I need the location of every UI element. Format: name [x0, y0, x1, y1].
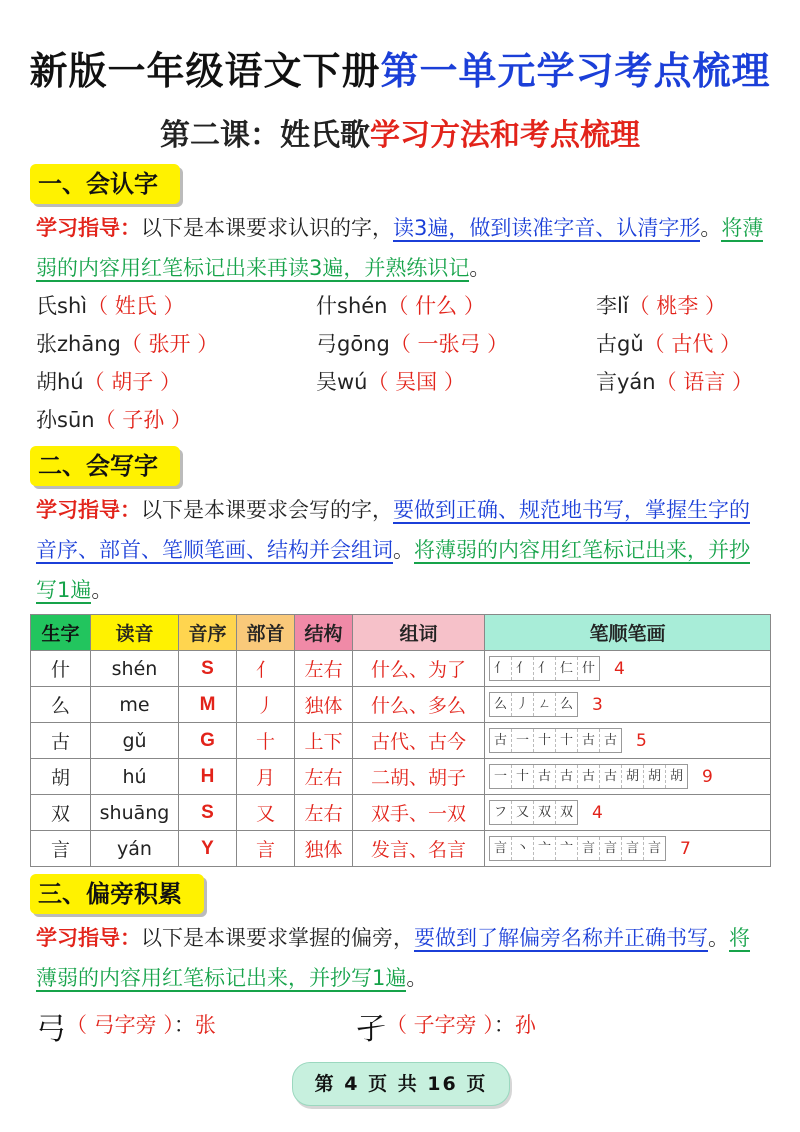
cell-char: 什: [31, 651, 91, 687]
radical-colon: ：: [173, 1013, 195, 1037]
char-item: [596, 326, 776, 362]
char-word: （ 胡子 ）: [83, 370, 181, 394]
char-item: [316, 364, 596, 400]
subtitle-part-1: 第二课：姓氏歌: [160, 118, 370, 153]
stroke-cell: 古: [534, 765, 556, 788]
stroke-cell: 言: [578, 837, 600, 860]
cell-strokes: [485, 687, 771, 723]
stroke-count: 7: [680, 838, 691, 859]
stroke-cell: 亠: [556, 837, 578, 860]
stroke-cell: 十: [512, 765, 534, 788]
char-glyph: 什: [316, 294, 337, 318]
char-item: [36, 364, 316, 400]
stroke-strip: [489, 656, 600, 681]
char-pinyin: shì: [57, 294, 88, 318]
char-glyph: 氏: [36, 294, 57, 318]
radical-colon: ：: [493, 1013, 515, 1037]
char-pinyin: wú: [337, 370, 368, 394]
char-word: （ 一张弓 ）: [389, 332, 509, 356]
cell-structure: 左右: [295, 651, 353, 687]
guide-blue-text: 要做到正确、规范地书写，掌握生字的音序、部首、笔顺笔画、结构并会组词: [36, 498, 750, 562]
stroke-cell: 么: [490, 693, 512, 716]
stroke-strip: [489, 836, 666, 861]
cell-words: 什么、多么: [353, 687, 485, 723]
cell-words: 发言、名言: [353, 831, 485, 867]
char-pinyin: yán: [617, 370, 656, 394]
table-row: [31, 723, 771, 759]
cell-words: 双手、一双: [353, 795, 485, 831]
section1-guide: [36, 208, 766, 288]
stroke-count: 9: [702, 766, 713, 787]
char-pinyin: gōng: [337, 332, 390, 356]
page-subtitle: [0, 110, 800, 154]
char-word: （ 吴国 ）: [367, 370, 465, 394]
cell-char: 么: [31, 687, 91, 723]
cell-char: 胡: [31, 759, 91, 795]
stroke-cell: 亻: [534, 657, 556, 680]
stroke-cell: 古: [490, 729, 512, 752]
cell-initial: H: [179, 759, 237, 795]
stroke-cell: 亻: [490, 657, 512, 680]
table-row: [31, 687, 771, 723]
page-title: [0, 40, 800, 95]
guide-green-text: 将薄弱的内容用红笔标记出来，并抄写1遍: [36, 538, 750, 602]
cell-pinyin: yán: [91, 831, 179, 867]
stroke-count: 4: [614, 658, 625, 679]
stroke-cell: 古: [556, 765, 578, 788]
cell-words: 二胡、胡子: [353, 759, 485, 795]
stroke-cell: 古: [578, 765, 600, 788]
char-item: [596, 364, 776, 400]
radical-example: 孙: [514, 1013, 536, 1037]
cell-char: 古: [31, 723, 91, 759]
stroke-cell: 丿: [512, 693, 534, 716]
guide-end: 。: [469, 256, 491, 280]
cell-char: 双: [31, 795, 91, 831]
cell-initial: G: [179, 723, 237, 759]
title-part-2: 第一单元学习考点梳理: [380, 49, 771, 93]
radical-glyph: 弓: [36, 1012, 66, 1047]
cell-structure: 上下: [295, 723, 353, 759]
stroke-count: 5: [636, 730, 647, 751]
cell-words: 古代、古今: [353, 723, 485, 759]
char-item: [316, 288, 596, 324]
char-item: [316, 326, 596, 362]
stroke-cell: 一: [512, 729, 534, 752]
char-glyph: 弓: [316, 332, 337, 356]
stroke-cell: 古: [603, 733, 617, 748]
guide-label: 学习指导：: [36, 926, 141, 950]
cell-structure: 左右: [295, 759, 353, 795]
char-glyph: 张: [36, 332, 57, 356]
char-word: （ 子孙 ）: [94, 408, 192, 432]
section2-guide: [36, 490, 766, 610]
radical-item: [356, 1004, 536, 1048]
guide-green-text: 将薄弱的内容用红笔标记出来，并抄写1遍: [36, 926, 750, 990]
stroke-cell: 胡: [669, 769, 683, 784]
section3-guide: [36, 918, 766, 998]
char-item: [36, 402, 316, 438]
stroke-strip: [489, 692, 578, 717]
guide-text: 以下是本课要求掌握的偏旁，: [141, 926, 414, 950]
char-word: （ 古代 ）: [643, 332, 741, 356]
header-structure: 结构: [295, 615, 353, 651]
radical-name: （ 子字旁 ）: [386, 1013, 494, 1037]
guide-label: 学习指导：: [36, 216, 141, 240]
cell-strokes: [485, 795, 771, 831]
stroke-cell: 言: [622, 837, 644, 860]
guide-sep: 。: [700, 216, 722, 240]
char-pinyin: hú: [57, 370, 84, 394]
subtitle-part-2: 学习方法和考点梳理: [370, 118, 640, 153]
cell-strokes: [485, 831, 771, 867]
cell-pinyin: gǔ: [91, 723, 179, 759]
char-word: （ 姓氏 ）: [87, 294, 185, 318]
writing-char-table: [30, 614, 771, 867]
guide-label: 学习指导：: [36, 498, 141, 522]
cell-pinyin: shén: [91, 651, 179, 687]
stroke-cell: 丶: [512, 837, 534, 860]
stroke-cell: フ: [490, 801, 512, 824]
char-glyph: 孙: [36, 408, 57, 432]
table-header-row: [31, 615, 771, 651]
guide-green-text: 将薄弱的内容用红笔标记出来再读3遍，并熟练识记: [36, 216, 764, 280]
guide-text: 以下是本课要求会写的字，: [141, 498, 393, 522]
char-glyph: 言: [596, 370, 617, 394]
cell-radical: 月: [237, 759, 295, 795]
table-row: [31, 651, 771, 687]
page-number: 第 4 页 共 16 页: [292, 1062, 510, 1106]
cell-structure: 独体: [295, 687, 353, 723]
stroke-cell: 胡: [622, 765, 644, 788]
cell-radical: 又: [237, 795, 295, 831]
cell-radical: 亻: [237, 651, 295, 687]
radical-item: [36, 1004, 216, 1048]
cell-strokes: [485, 723, 771, 759]
stroke-cell: 什: [581, 661, 595, 676]
guide-end: 。: [91, 578, 113, 602]
stroke-cell: 古: [600, 765, 622, 788]
char-glyph: 吴: [316, 370, 337, 394]
char-word: （ 语言 ）: [655, 370, 753, 394]
guide-end: 。: [406, 966, 428, 990]
char-pinyin: gǔ: [617, 332, 644, 356]
char-word: （ 什么 ）: [387, 294, 485, 318]
stroke-cell: 双: [559, 805, 573, 820]
header-pinyin: 读音: [91, 615, 179, 651]
stroke-cell: 又: [512, 801, 534, 824]
stroke-cell: 双: [534, 801, 556, 824]
table-row: [31, 795, 771, 831]
char-pinyin: sūn: [57, 408, 95, 432]
header-initial: 音序: [179, 615, 237, 651]
cell-char: 言: [31, 831, 91, 867]
stroke-cell: 十: [534, 729, 556, 752]
cell-radical: 十: [237, 723, 295, 759]
cell-strokes: [485, 759, 771, 795]
section3-heading: 三、偏旁积累: [30, 874, 204, 914]
stroke-strip: [489, 728, 622, 753]
table-row: [31, 831, 771, 867]
char-item: [36, 288, 316, 324]
char-item: [36, 326, 316, 362]
cell-initial: Y: [179, 831, 237, 867]
char-word: （ 张开 ）: [120, 332, 219, 356]
cell-strokes: [485, 651, 771, 687]
section2-heading: 二、会写字: [30, 446, 180, 486]
radical-glyph: 孑: [356, 1012, 386, 1047]
stroke-strip: [489, 764, 688, 789]
radical-list: [36, 1004, 776, 1054]
stroke-cell: 亠: [534, 837, 556, 860]
section1-heading: 一、会认字: [30, 164, 180, 204]
char-pinyin: lǐ: [617, 294, 629, 318]
cell-radical: 丿: [237, 687, 295, 723]
cell-radical: 言: [237, 831, 295, 867]
stroke-cell: 言: [490, 837, 512, 860]
cell-pinyin: me: [91, 687, 179, 723]
guide-blue-text: 要做到了解偏旁名称并正确书写: [414, 926, 708, 950]
header-words: 组词: [353, 615, 485, 651]
char-pinyin: zhāng: [57, 332, 121, 356]
cell-initial: M: [179, 687, 237, 723]
stroke-count: 3: [592, 694, 603, 715]
stroke-cell: 么: [559, 697, 573, 712]
cell-words: 什么、为了: [353, 651, 485, 687]
char-glyph: 胡: [36, 370, 57, 394]
char-item: [596, 288, 776, 324]
radical-example: 张: [194, 1013, 216, 1037]
char-glyph: 李: [596, 294, 617, 318]
stroke-cell: 仁: [556, 657, 578, 680]
stroke-strip: [489, 800, 578, 825]
stroke-cell: 言: [600, 837, 622, 860]
cell-pinyin: shuāng: [91, 795, 179, 831]
cell-pinyin: hú: [91, 759, 179, 795]
cell-structure: 独体: [295, 831, 353, 867]
title-part-1: 新版一年级语文下册: [29, 49, 381, 93]
char-pinyin: shén: [337, 294, 388, 318]
char-word: （ 桃李 ）: [628, 294, 727, 318]
guide-blue-text: 读3遍，做到读准字音、认清字形: [393, 216, 701, 240]
table-row: [31, 759, 771, 795]
header-strokes: 笔顺笔画: [485, 615, 771, 651]
cell-initial: S: [179, 795, 237, 831]
cell-initial: S: [179, 651, 237, 687]
stroke-cell: 古: [578, 729, 600, 752]
cell-structure: 左右: [295, 795, 353, 831]
char-glyph: 古: [596, 332, 617, 356]
stroke-count: 4: [592, 802, 603, 823]
guide-sep: 。: [708, 926, 729, 950]
recognition-char-list: [36, 288, 776, 438]
header-char: 生字: [31, 615, 91, 651]
stroke-cell: 一: [490, 765, 512, 788]
header-radical: 部首: [237, 615, 295, 651]
guide-sep: 。: [393, 538, 414, 562]
stroke-cell: 亻: [512, 657, 534, 680]
stroke-cell: ㄥ: [534, 693, 556, 716]
stroke-cell: 胡: [644, 765, 666, 788]
stroke-cell: 十: [556, 729, 578, 752]
guide-text: 以下是本课要求认识的字，: [141, 216, 393, 240]
stroke-cell: 言: [647, 841, 661, 856]
radical-name: （ 弓字旁 ）: [66, 1013, 174, 1037]
